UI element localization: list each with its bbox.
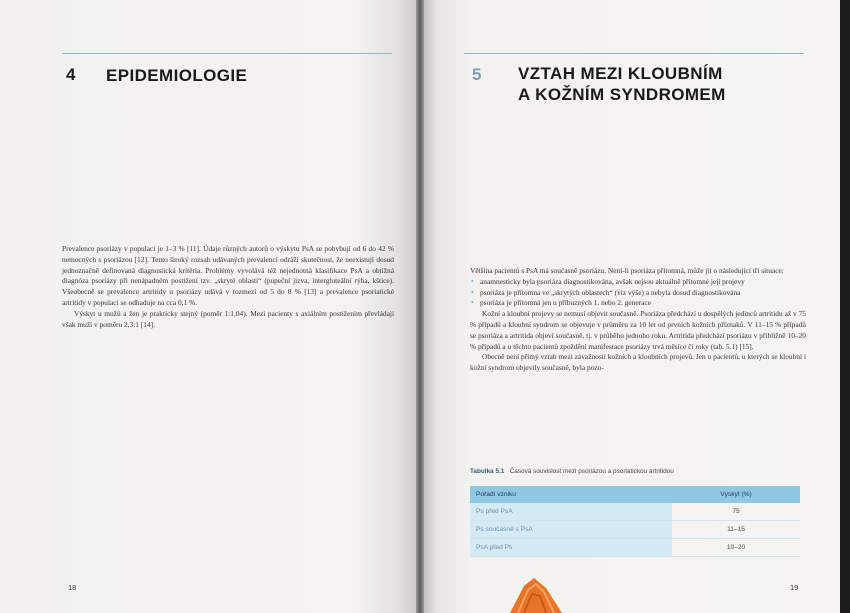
book-spine xyxy=(416,0,424,613)
chapter-title-line1: VZTAH MEZI KLOUBNÍM xyxy=(518,64,723,83)
list-item: • anamnesticky byla psoriáza diagnostikována, avšak nejsou aktuálně přítomné její projevy xyxy=(471,276,745,286)
chapter-number-right: 5 xyxy=(472,65,482,84)
table-caption-text: Časová souvislost mezi psoriázou a psoriatickou artritidou xyxy=(509,468,674,475)
table-caption xyxy=(470,468,674,475)
bullet-dot-icon: • xyxy=(471,298,474,308)
book-edge xyxy=(840,0,850,613)
table-row xyxy=(470,539,800,557)
situations-list xyxy=(470,277,806,309)
list-item: • psoriáza je přítomná jen u příbuzných 1. nebo 2. generace xyxy=(471,298,651,308)
row-value: 75 xyxy=(672,503,800,521)
chapter-title-right xyxy=(518,63,726,105)
chapter-rule-right xyxy=(464,53,804,54)
right-body-text xyxy=(470,266,806,374)
table-row xyxy=(470,503,800,521)
paragraph-sex-ratio: Výskyt u mužů a žen je prakticky stejný (poměr 1:1,04). Mezi pacienty s axiálním postižením převládají však muži v poměru 2,3:1 [14]. xyxy=(62,308,394,329)
table-label: Tabulka 5.1 xyxy=(470,468,505,475)
bullet-dot-icon: • xyxy=(471,276,474,286)
row-category: Ps před PsA xyxy=(470,503,672,521)
left-body-text xyxy=(62,244,394,330)
bullet-dot-icon: • xyxy=(471,287,474,297)
paragraph-prevalence: Prevalence psoriázy v populaci je 1–3 % [11]. Údaje různých autorů o výskytu PsA se pohybují od 6 do 42 % nemocných s psoriázou [12]. Tento široký rozsah udávaných prevalencí odráží skutečnost, že neexistují dosud jednoznačně definovaná diagnostická kritéria. Problémy vyvolává též nejednotná klasifikace PsA a obtížná diagnóza psoriázy při nenápadném postižení tzv. „skryté oblasti“ (pupeční jizva, intergluteální rýha, kštice). Všeobecně se prevalence artritidy u psoriázy udává v rozmezí od 5 do 8 % [13] a prevalence psoriatické artritidy v populaci se odhaduje na cca 0,1 %. xyxy=(62,244,394,307)
table-header-row xyxy=(470,486,800,503)
onset-table xyxy=(470,486,800,557)
row-category: PsA před Ps xyxy=(470,539,672,557)
table-row xyxy=(470,521,800,539)
page-number-left: 18 xyxy=(68,583,77,592)
chapter-title-left: EPIDEMIOLOGIE xyxy=(106,66,248,85)
row-value: 10–20 xyxy=(672,539,800,557)
chapter-rule-left xyxy=(62,53,392,54)
chapter-title-line2: A KOŽNÍM SYNDROMEM xyxy=(518,85,726,104)
paragraph-severity: Obecně není přímý vztah mezi závažností kožních a kloubních projevů. Jen u pacientů, u kterých se kloubní i kožní syndrom objevily současně, byla pozo- xyxy=(470,352,806,373)
list-item: • psoriáza je přítomna ve „skrytých oblastech“ (viz výše) a nebyla dosud diagnostikována xyxy=(471,287,741,297)
page-number-right: 19 xyxy=(790,583,799,592)
chapter-number-left: 4 xyxy=(66,65,76,84)
paragraph-onset-order: Kožní a kloubní projevy se nemusí objevit současně. Psoriáza předchází u dospělých jedinců artritidu až v 75 % případů a kloubní syndrom se objevuje v průměru za 10 let od prvních kožních příznaků. V 11–15 % případů se psoriáza a artritida objeví současně, tj. v průběhu jednoho roku. Artritida předchází psoriázu v přibližně 10–20 % případů a u těchto pacientů zpoždění manifestace psoriázy trvá měsíce či roky (tab. 5.1) [15]. xyxy=(470,309,806,351)
paragraph-intro: Většina pacientů s PsA má současně psoriázu. Není-li psoriáza přítomná, může jít o následující tři situace: xyxy=(470,266,784,275)
header-value: Výskyt (%) xyxy=(672,486,800,503)
ribbon-bookmark-icon xyxy=(506,576,566,613)
row-category: Ps současně s PsA xyxy=(470,521,672,539)
header-category: Pořadí vzniku xyxy=(470,486,672,503)
row-value: 11–15 xyxy=(672,521,800,539)
